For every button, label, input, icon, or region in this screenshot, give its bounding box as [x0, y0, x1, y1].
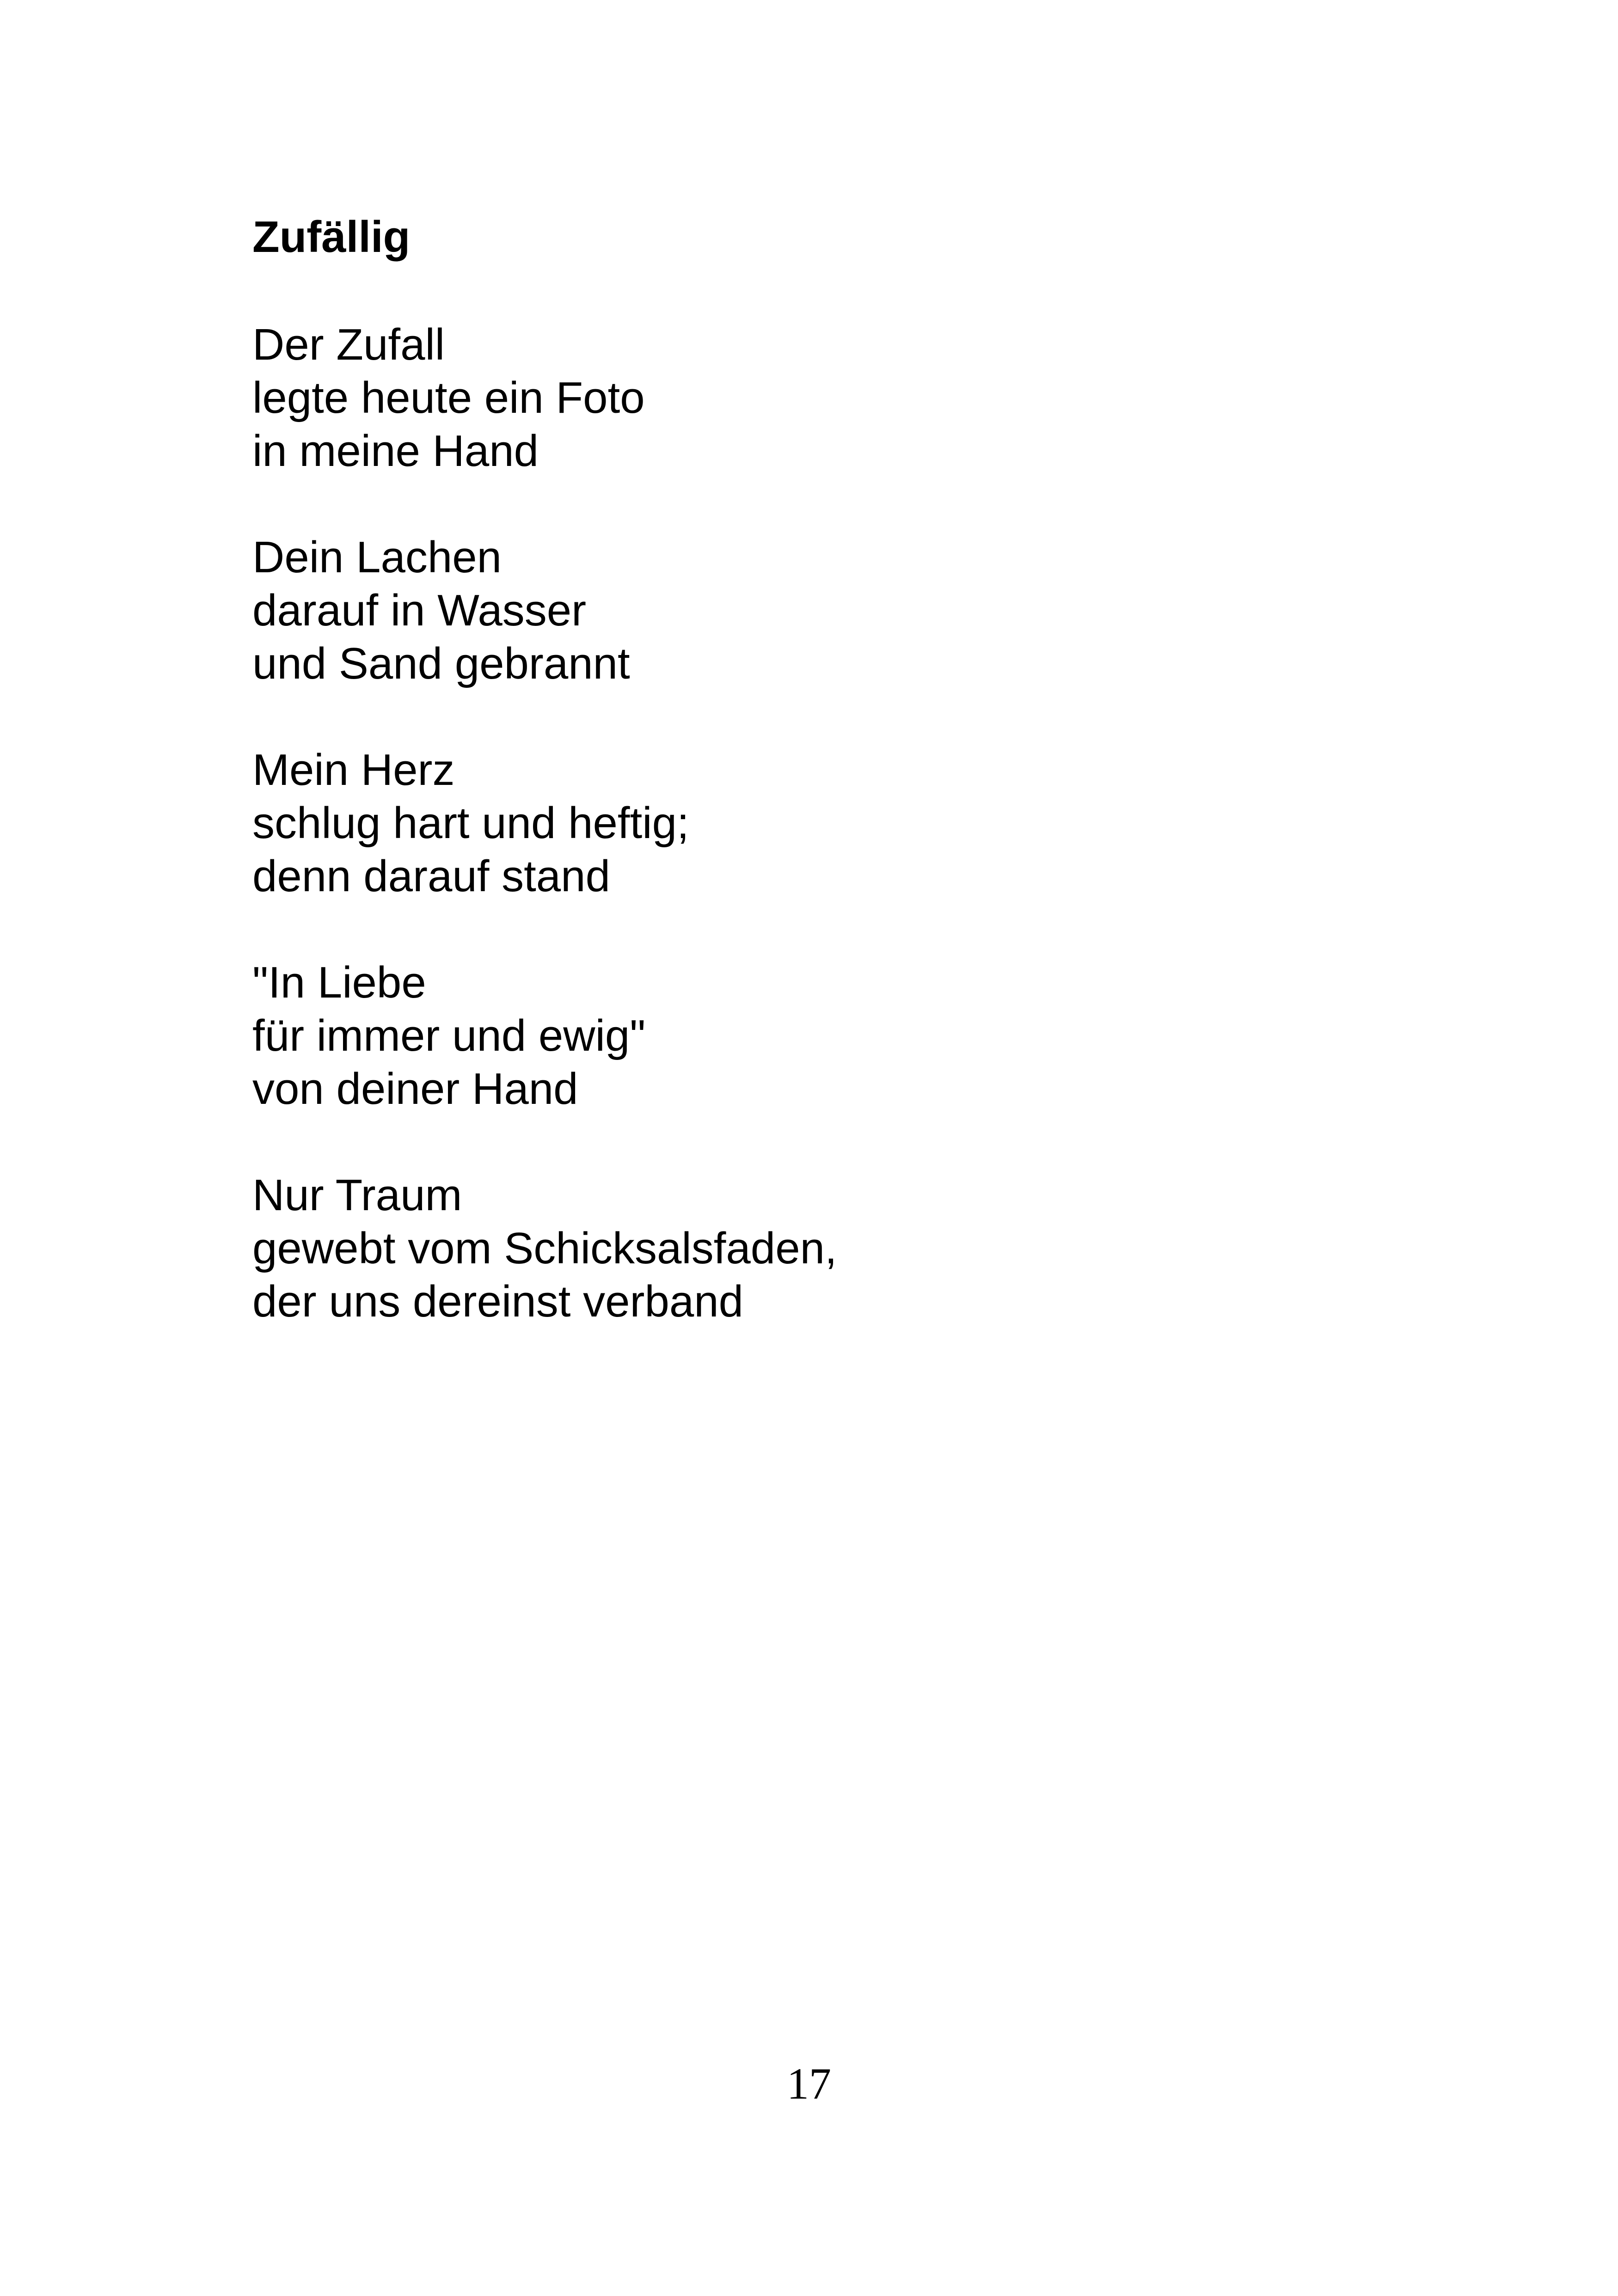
- poem-line: in meine Hand: [252, 426, 539, 476]
- page-number: 17: [787, 2059, 831, 2108]
- stanza-4: [252, 956, 837, 1115]
- stanza-1: [252, 318, 837, 478]
- poem-line: legte heute ein Foto: [252, 373, 645, 422]
- poem-line: schlug hart und heftig;: [252, 798, 689, 848]
- poem-line: Dein Lachen: [252, 533, 502, 582]
- poem-line: gewebt vom Schicksalsfaden,: [252, 1224, 837, 1273]
- poem-body: [252, 318, 837, 1381]
- poem-line: und Sand gebrannt: [252, 639, 630, 688]
- poem-line: von deiner Hand: [252, 1064, 578, 1114]
- stanza-3: [252, 743, 837, 903]
- poem-line: darauf in Wasser: [252, 586, 587, 635]
- poem-line: für immer und ewig": [252, 1011, 646, 1060]
- poem-line: Mein Herz: [252, 745, 455, 795]
- stanza-2: [252, 531, 837, 690]
- poem-line: "In Liebe: [252, 958, 426, 1007]
- poem-line: der uns dereinst verband: [252, 1277, 743, 1326]
- poem-line: denn darauf stand: [252, 851, 610, 901]
- stanza-5: [252, 1169, 837, 1328]
- poem-line: Der Zufall: [252, 320, 445, 369]
- poem-title: Zufällig: [252, 212, 411, 262]
- poem-line: Nur Traum: [252, 1170, 462, 1220]
